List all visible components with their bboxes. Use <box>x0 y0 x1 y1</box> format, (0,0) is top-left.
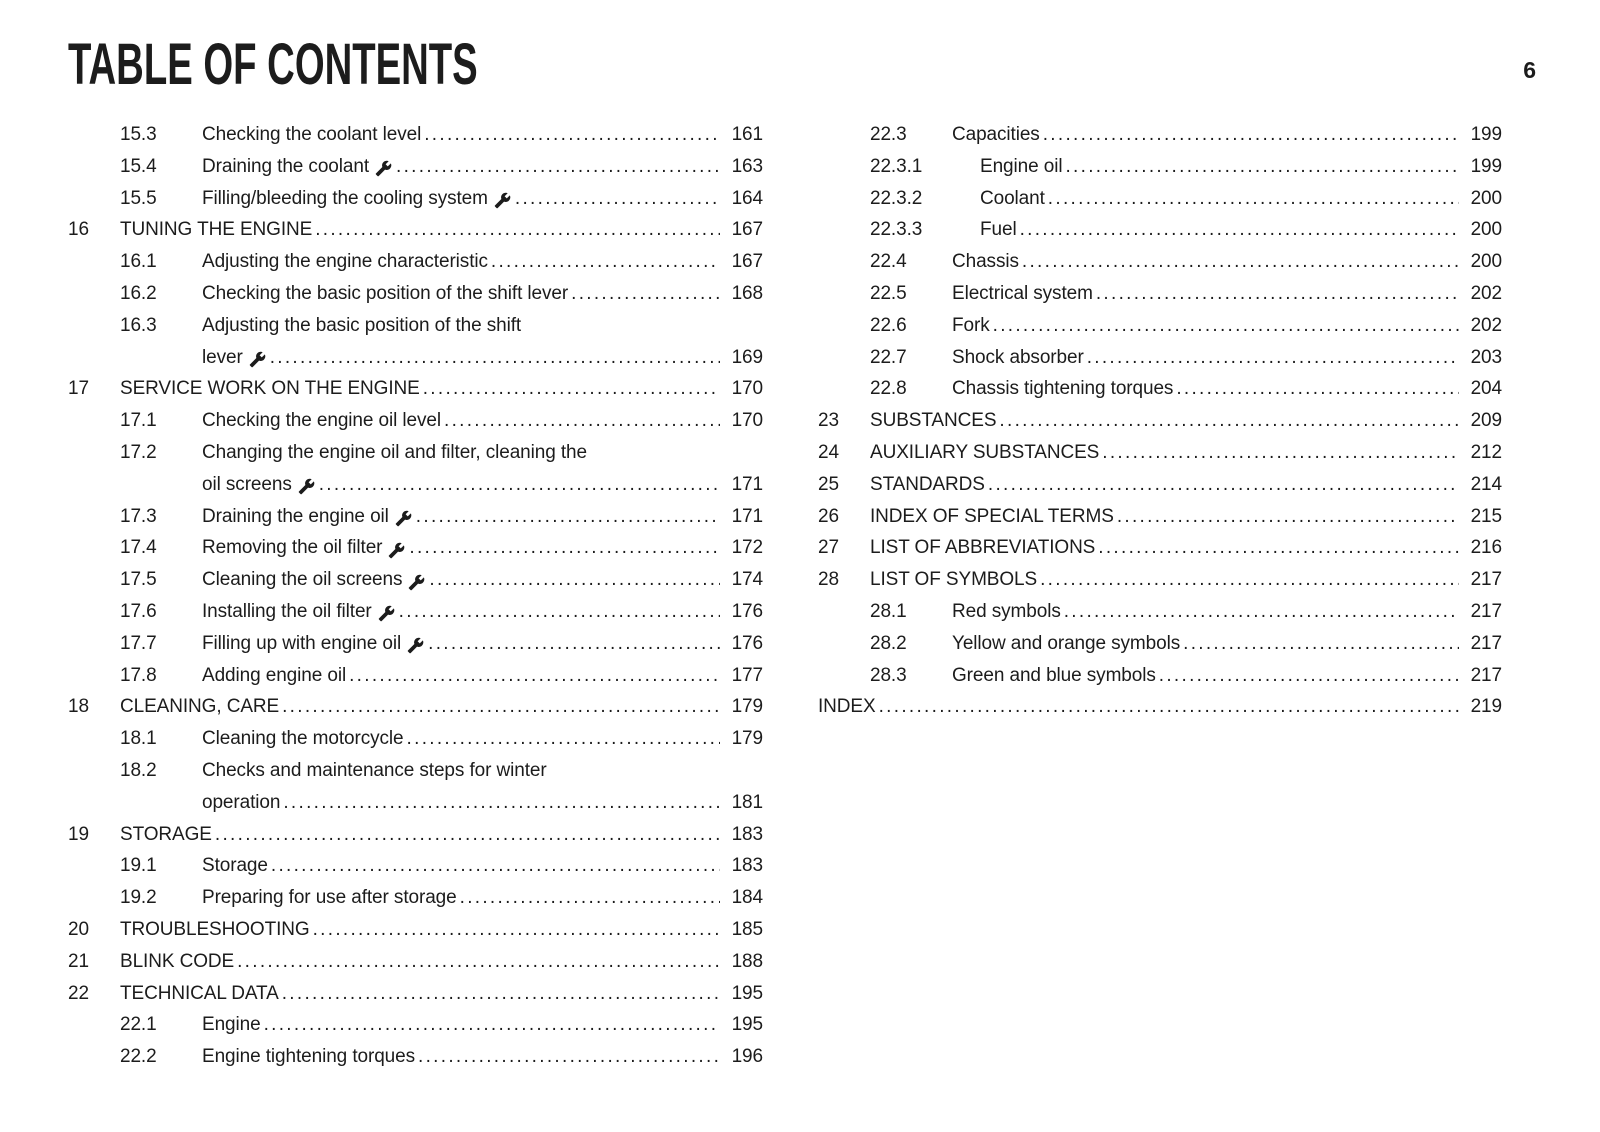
toc-entry <box>68 978 763 1010</box>
dot-leader <box>416 501 720 533</box>
toc-entry-label: Adjusting the basic position of the shift <box>202 314 522 336</box>
toc-entry-number: 19.1 <box>120 855 157 877</box>
toc-entry-page: 199 <box>1470 124 1502 145</box>
toc-entry <box>68 723 763 755</box>
toc-entry-label: Green and blue symbols <box>952 664 1156 686</box>
toc-entry-number: 28.1 <box>870 600 907 622</box>
toc-entry-label: Capacities <box>952 124 1040 145</box>
toc-entry-label: Checking the basic position of the shift lever <box>202 282 569 304</box>
toc-entry-page: 217 <box>1470 569 1502 591</box>
toc-entry-label: Checks and maintenance steps for winter <box>202 759 547 781</box>
dot-leader <box>879 691 1459 723</box>
toc-entry-number: 15.5 <box>120 187 157 209</box>
toc-entry-number: 20 <box>68 918 89 940</box>
toc-entry <box>68 564 763 596</box>
toc-entry <box>818 596 1502 628</box>
wrench-icon <box>494 192 511 209</box>
toc-entry-label: TECHNICAL DATA <box>120 982 279 1004</box>
toc-entry <box>68 1009 763 1041</box>
toc-entry-page: 195 <box>731 1014 763 1036</box>
dot-leader <box>1040 564 1459 596</box>
toc-entry-label: Filling up with engine oil <box>202 632 402 654</box>
toc-entry-page: 169 <box>731 346 763 368</box>
wrench-icon <box>388 542 405 559</box>
dot-leader <box>215 819 720 851</box>
dot-leader <box>428 628 720 660</box>
toc-entry-page: 202 <box>1470 314 1502 336</box>
dot-leader <box>319 469 720 501</box>
toc-entry-page: 216 <box>1470 537 1502 559</box>
toc-entry-label: operation <box>202 791 281 813</box>
toc-entry-label: Cleaning the motorcycle <box>202 728 404 750</box>
toc-entry-page: 176 <box>731 600 763 622</box>
toc-entry-page: 188 <box>731 950 763 972</box>
toc-entry <box>68 278 763 310</box>
dot-leader <box>271 850 720 882</box>
toc-entry-page: 219 <box>1470 696 1502 718</box>
toc-entry-label: Removing the oil filter <box>202 537 383 559</box>
toc-entry-number: 22.3.1 <box>870 155 923 177</box>
toc-entry-label: oil screens <box>202 473 292 495</box>
dot-leader <box>407 723 720 755</box>
toc-entry-number: 22.2 <box>120 1046 157 1068</box>
dot-leader <box>270 342 720 374</box>
toc-entry-number: 17 <box>68 378 89 400</box>
toc-entry-number: 22.1 <box>120 1014 157 1036</box>
toc-entry <box>68 914 763 946</box>
toc-entry-label: Engine tightening torques <box>202 1046 415 1068</box>
toc-entry-page: 177 <box>731 664 763 686</box>
dot-leader <box>313 914 720 946</box>
toc-entry <box>68 946 763 978</box>
dot-leader <box>1087 342 1459 374</box>
toc-column-right <box>818 119 1502 723</box>
toc-entry <box>818 564 1502 596</box>
toc-entry-label: SUBSTANCES <box>870 410 997 432</box>
toc-entry-page: 196 <box>731 1046 763 1068</box>
toc-entry-number: 15.4 <box>120 155 157 177</box>
dot-leader <box>1064 596 1459 628</box>
toc-entry-page: 176 <box>731 632 763 654</box>
dot-leader <box>237 946 720 978</box>
toc-entry <box>818 151 1502 183</box>
toc-entry <box>818 373 1502 405</box>
toc-entry <box>818 532 1502 564</box>
toc-entry-label: Draining the coolant <box>202 155 369 177</box>
toc-entry-number: 17.5 <box>120 569 157 591</box>
toc-entry-number: 26 <box>818 505 839 527</box>
toc-entry <box>818 691 1502 723</box>
toc-entry-number: 17.4 <box>120 537 157 559</box>
toc-entry-label: Storage <box>202 855 268 877</box>
toc-entry <box>68 1041 763 1073</box>
dot-leader <box>1117 501 1459 533</box>
toc-entry-number: 18 <box>68 696 89 718</box>
wrench-icon <box>407 637 424 654</box>
dot-leader <box>409 532 720 564</box>
toc-entry-number: 18.1 <box>120 728 157 750</box>
dot-leader <box>424 119 720 151</box>
toc-entry <box>818 405 1502 437</box>
toc-entry <box>68 628 763 660</box>
toc-entry-label: Filling/bleeding the cooling system <box>202 187 488 209</box>
dot-leader <box>444 405 720 437</box>
toc-entry-label: Chassis <box>952 251 1019 273</box>
toc-entry-page: 215 <box>1470 505 1502 527</box>
toc-entry-page: 185 <box>731 918 763 940</box>
toc-entry-page: 179 <box>731 696 763 718</box>
toc-entry-page: 164 <box>731 187 763 209</box>
toc-entry-page: 161 <box>731 124 763 145</box>
toc-entry-page: 181 <box>731 791 763 813</box>
toc-entry-label: Cleaning the oil screens <box>202 569 403 591</box>
toc-entry <box>818 342 1502 374</box>
toc-entry-number: 21 <box>68 950 89 972</box>
toc-entry-page: 200 <box>1470 187 1502 209</box>
dot-leader <box>460 882 720 914</box>
toc-entry-page: 172 <box>731 537 763 559</box>
dot-leader <box>399 596 720 628</box>
toc-entry <box>68 246 763 278</box>
toc-entry-page: 184 <box>731 887 763 909</box>
toc-entry <box>68 437 763 469</box>
toc-entry-label: AUXILIARY SUBSTANCES <box>870 441 1100 463</box>
toc-entry-page: 209 <box>1470 410 1502 432</box>
toc-entry-label: CLEANING, CARE <box>120 696 280 718</box>
toc-entry-number: 23 <box>818 410 839 432</box>
toc-entry <box>68 342 763 374</box>
toc-entry <box>68 787 763 819</box>
dot-leader <box>1096 278 1459 310</box>
toc-entry-number: 25 <box>818 473 839 495</box>
toc-entry-label: Checking the engine oil level <box>202 410 441 432</box>
toc-entry-label: TROUBLESHOOTING <box>120 918 310 940</box>
toc-entry-label: STANDARDS <box>870 473 985 495</box>
toc-entry-page: 168 <box>731 282 763 304</box>
toc-entry-label: BLINK CODE <box>120 950 235 972</box>
toc-entry-number: 22.6 <box>870 314 907 336</box>
toc-entry-number: 22 <box>68 982 89 1004</box>
toc-entry-label: Fuel <box>980 219 1017 241</box>
toc-entry-label: Electrical system <box>952 282 1093 304</box>
toc-entry-page: 217 <box>1470 664 1502 686</box>
toc-entry-page: 170 <box>731 378 763 400</box>
toc-entry-number: 18.2 <box>120 759 157 781</box>
toc-entry-page: 171 <box>731 505 763 527</box>
toc-entry-page: 183 <box>731 823 763 845</box>
toc-entry <box>818 660 1502 692</box>
dot-leader <box>1159 660 1459 692</box>
toc-entry-label: Yellow and orange symbols <box>952 632 1181 654</box>
toc-entry-number: 17.3 <box>120 505 157 527</box>
toc-entry <box>68 469 763 501</box>
toc-entry <box>68 691 763 723</box>
toc-entry-label: LIST OF SYMBOLS <box>870 569 1038 591</box>
dot-leader <box>1020 214 1459 246</box>
toc-entry <box>68 882 763 914</box>
toc-entry-page: 167 <box>731 219 763 241</box>
toc-entry-label: Engine <box>202 1014 261 1036</box>
toc-entry-number: 28 <box>818 569 839 591</box>
toc-entry <box>68 151 763 183</box>
dot-leader <box>264 1009 720 1041</box>
dot-leader <box>491 246 720 278</box>
wrench-icon <box>249 351 266 368</box>
wrench-icon <box>395 510 412 527</box>
toc-entry-label: Engine oil <box>980 155 1063 177</box>
wrench-icon <box>408 574 425 591</box>
toc-entry-number: 22.7 <box>870 346 907 368</box>
toc-entry <box>68 183 763 215</box>
toc-entry-number: 22.3.2 <box>870 187 923 209</box>
toc-entry-number: 28.3 <box>870 664 907 686</box>
toc-entry-label: TUNING THE ENGINE <box>120 219 313 241</box>
toc-entry <box>818 119 1502 151</box>
dot-leader <box>1065 151 1459 183</box>
dot-leader <box>429 564 720 596</box>
dot-leader <box>1176 373 1459 405</box>
toc-entry-label: Chassis tightening torques <box>952 378 1174 400</box>
toc-entry-number: 16.3 <box>120 314 157 336</box>
toc-entry-label: Preparing for use after storage <box>202 887 457 909</box>
toc-entry-page: 217 <box>1470 600 1502 622</box>
toc-entry-number: 28.2 <box>870 632 907 654</box>
toc-entry-number: 16.2 <box>120 282 157 304</box>
dot-leader <box>315 214 720 246</box>
dot-leader <box>423 373 720 405</box>
toc-entry-label: Draining the engine oil <box>202 505 389 527</box>
toc-entry-page: 171 <box>731 473 763 495</box>
toc-entry-number: 16.1 <box>120 251 157 273</box>
toc-entry <box>68 660 763 692</box>
dot-leader <box>1048 183 1459 215</box>
toc-entry-number: 17.1 <box>120 410 157 432</box>
dot-leader <box>396 151 720 183</box>
dot-leader <box>571 278 720 310</box>
toc-entry-page: 204 <box>1470 378 1502 400</box>
toc-entry-page: 199 <box>1470 155 1502 177</box>
toc-entry-label: Coolant <box>980 187 1045 209</box>
toc-entry <box>68 405 763 437</box>
toc-entry-page: 217 <box>1470 632 1502 654</box>
wrench-icon <box>298 478 315 495</box>
toc-entry-page: 195 <box>731 982 763 1004</box>
toc-entry-page: 200 <box>1470 219 1502 241</box>
toc-entry-number: 17.7 <box>120 632 157 654</box>
toc-entry <box>68 119 763 151</box>
toc-entry-label: INDEX <box>818 696 876 718</box>
toc-entry <box>818 183 1502 215</box>
dot-leader <box>1102 437 1459 469</box>
toc-entry <box>818 628 1502 660</box>
toc-entry-number: 22.3.3 <box>870 219 923 241</box>
toc-entry-number: 22.4 <box>870 251 907 273</box>
dot-leader <box>282 978 720 1010</box>
wrench-icon <box>378 605 395 622</box>
toc-entry-page: 183 <box>731 855 763 877</box>
toc-entry-number: 17.6 <box>120 600 157 622</box>
toc-entry <box>818 246 1502 278</box>
toc-entry-label: Fork <box>952 314 990 336</box>
wrench-icon <box>375 160 392 177</box>
toc-entry-number: 17.8 <box>120 664 157 686</box>
toc-entry <box>818 469 1502 501</box>
toc-entry-number: 19.2 <box>120 887 157 909</box>
toc-entry-page: 212 <box>1470 441 1502 463</box>
toc-entry-label: Adding engine oil <box>202 664 347 686</box>
toc-entry-label: Shock absorber <box>952 346 1084 368</box>
toc-entry-page: 179 <box>731 728 763 750</box>
toc-entry-page: 163 <box>731 155 763 177</box>
toc-entry-number: 15.3 <box>120 124 157 145</box>
toc-entry-number: 24 <box>818 441 839 463</box>
dot-leader <box>1022 246 1459 278</box>
dot-leader <box>282 691 720 723</box>
toc-entry <box>68 819 763 851</box>
dot-leader <box>1043 119 1459 151</box>
toc-entry-label: Adjusting the engine characteristic <box>202 251 488 273</box>
toc-entry <box>818 437 1502 469</box>
toc-entry-number: 22.3 <box>870 124 907 145</box>
toc-entry-page: 202 <box>1470 282 1502 304</box>
toc-entry-label: Red symbols <box>952 600 1061 622</box>
toc-entry-label: INDEX OF SPECIAL TERMS <box>870 505 1114 527</box>
toc-entry-number: 27 <box>818 537 839 559</box>
dot-leader <box>283 787 720 819</box>
toc-entry-label: Checking the coolant level <box>202 124 422 145</box>
toc-entry-label: Installing the oil filter <box>202 600 372 622</box>
toc-entry <box>68 501 763 533</box>
toc-entry <box>818 501 1502 533</box>
toc-entry-page: 170 <box>731 410 763 432</box>
toc-entry <box>68 532 763 564</box>
toc-entry-page: 203 <box>1470 346 1502 368</box>
toc-entry-number: 22.8 <box>870 378 907 400</box>
toc-entry-page: 214 <box>1470 473 1502 495</box>
toc-entry <box>818 278 1502 310</box>
toc-entry-number: 19 <box>68 823 89 845</box>
toc-entry-label: STORAGE <box>120 823 212 845</box>
dot-leader <box>418 1041 720 1073</box>
toc-entry-label: SERVICE WORK ON THE ENGINE <box>120 378 420 400</box>
toc-entry <box>818 310 1502 342</box>
toc-entry-page: 167 <box>731 251 763 273</box>
toc-entry <box>68 596 763 628</box>
dot-leader <box>1183 628 1459 660</box>
toc-entry-number: 22.5 <box>870 282 907 304</box>
toc-entry <box>68 850 763 882</box>
toc-entry <box>68 755 763 787</box>
dot-leader <box>999 405 1459 437</box>
toc-entry-label: LIST OF ABBREVIATIONS <box>870 537 1096 559</box>
toc-column-left <box>68 119 763 1073</box>
dot-leader <box>1098 532 1459 564</box>
dot-leader <box>515 183 720 215</box>
toc-entry-page: 174 <box>731 569 763 591</box>
page-title: TABLE OF CONTENTS <box>68 32 478 97</box>
page-number: 6 <box>1523 57 1536 83</box>
toc-entry <box>68 214 763 246</box>
toc-entry-label: lever <box>202 346 243 368</box>
toc-entry-page: 200 <box>1470 251 1502 273</box>
toc-entry <box>68 373 763 405</box>
toc-entry <box>68 310 763 342</box>
toc-entry-number: 16 <box>68 219 89 241</box>
dot-leader <box>993 310 1459 342</box>
toc-entry <box>818 214 1502 246</box>
dot-leader <box>349 660 720 692</box>
toc-entry-label: Changing the engine oil and filter, cleaning the <box>202 441 587 463</box>
dot-leader <box>988 469 1459 501</box>
toc-entry-number: 17.2 <box>120 441 157 463</box>
